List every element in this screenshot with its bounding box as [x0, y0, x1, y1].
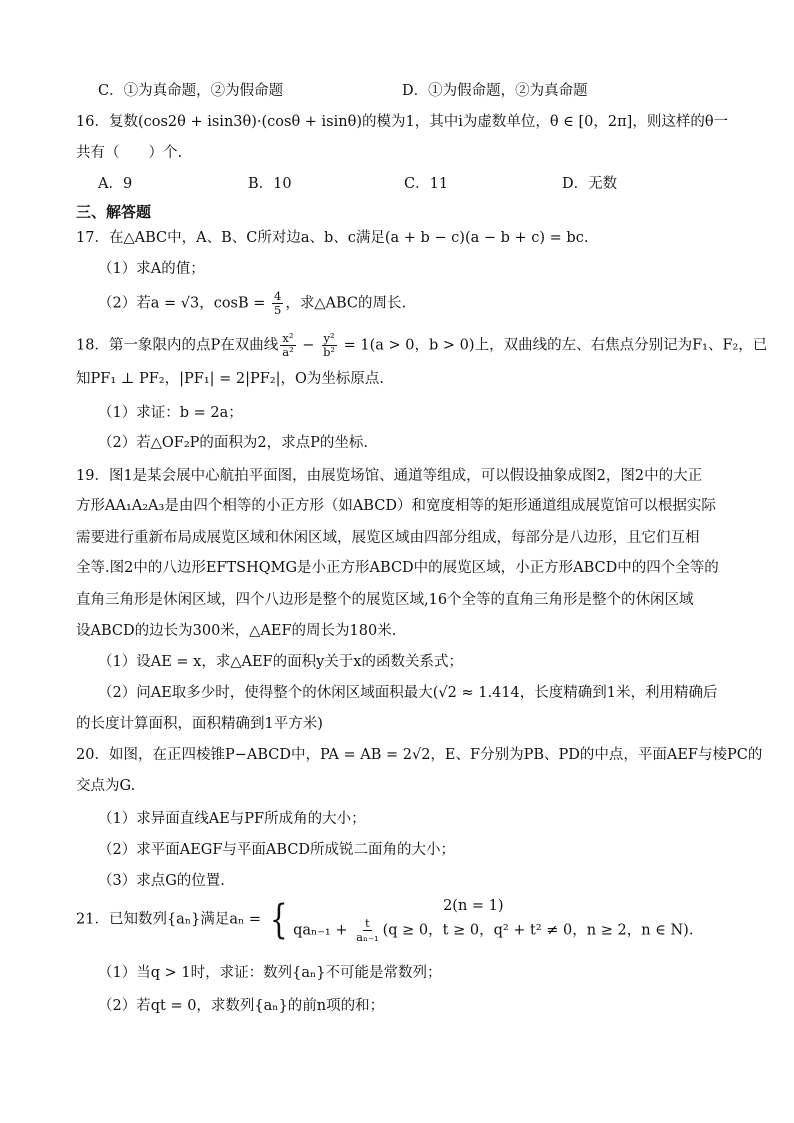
- q18-stem-line1: 18．第一象限内的点P在双曲线 $\frac{\text{x²}}{\text{a²}}$ − $\frac{\text{y²}}{\text{b²}}$ = 1(a > 0，b > 0)上，双曲线的左、右焦点分别记为F₁、F₂，已: [76, 331, 768, 359]
- q18-stem-line2: 知PF₁ ⊥ PF₂，|PF₁| = 2|PF₂|，O为坐标原点.: [76, 371, 385, 387]
- q21-piecewise: [266, 895, 694, 944]
- q21-part1: （1）当q > 1时，求证：数列{aₙ}不可能是常数列；: [98, 965, 442, 981]
- q19-line2: 方形AA₁A₂A₃是由四个相等的小正方形（如ABCD）和宽度相等的矩形通道组成展览馆可以根据实际: [76, 498, 716, 514]
- q19-part2-line1: （2）问AE取多少时，使得整个的休闲区域面积最大(√2 ≈ 1.414，长度精确到1米，利用精确后: [98, 685, 718, 701]
- q17-stem: 17．在△ABC中，A、B、C所对边a、b、c满足(a + b − c)(a − b + c) = bc.: [76, 230, 589, 246]
- left-brace-icon: {: [269, 896, 288, 943]
- section-title: 三、解答题: [76, 203, 152, 221]
- q15-option-c: C．①为真命题，②为假命题: [98, 83, 284, 99]
- q18-post: = 1(a > 0，b > 0)上，双曲线的左、右焦点分别记为F₁、F₂，已: [339, 337, 768, 354]
- q18-pre: 18．第一象限内的点P在双曲线: [76, 337, 279, 354]
- q18-part2: （2）若△OF₂P的面积为2，求点P的坐标.: [98, 435, 368, 451]
- q17-part2-post: ，求△ABC的周长.: [285, 295, 407, 312]
- q18-fraction-x: $\frac{\text{x²}}{\text{a²}}$: [282, 331, 294, 359]
- q20-part3: （3）求点G的位置.: [98, 873, 225, 889]
- q19-line5: 直角三角形是休闲区域，四个八边形是整个的展览区域,16个全等的直角三角形是整个的休闲区域: [76, 592, 694, 608]
- q21-case2: qaₙ₋₁ + $\frac{t}{\text{aₙ₋₁}}$ (q ≥ 0，t ≥ 0，q² + t² ≠ 0，n ≥ 2，n ∈ N).: [293, 916, 694, 944]
- q16-option-a: A．9: [98, 176, 133, 192]
- q19-line3: 需要进行重新布局成展览区域和休闲区域，展览区域由四部分组成，每部分是八边形，且它们互相: [76, 530, 700, 546]
- q21-stem: [76, 895, 693, 944]
- q16-option-d: D．无数: [562, 176, 618, 192]
- q15-option-d: D．①为假命题，②为真命题: [402, 83, 588, 99]
- q19-line1: 19．图1是某会展中心航拍平面图，由展览场馆、通道等组成，可以假设抽象成图2，图2中的大正: [76, 468, 703, 484]
- q20-stem-line2: 交点为G.: [76, 778, 136, 794]
- q16-stem-line2: 共有（ ）个.: [76, 145, 183, 161]
- q20-part2: （2）求平面AEGF与平面ABCD所成锐二面角的大小；: [98, 842, 456, 858]
- q21-part2: （2）若qt = 0，求数列{aₙ}的前n项的和；: [98, 998, 385, 1014]
- q19-line6: 设ABCD的边长为300米，△AEF的周长为180米.: [76, 623, 397, 639]
- q18-part1: （1）求证：b = 2a；: [98, 405, 243, 421]
- q17-part1: （1）求A的值；: [98, 261, 205, 277]
- q16-option-b: B．10: [248, 176, 292, 192]
- q20-stem-line1: 20．如图，在正四棱锥P−ABCD中，PA = AB = 2√2，E、F分别为PB、PD的中点，平面AEF与棱PC的: [76, 747, 763, 763]
- q21-pre: 21．已知数列{aₙ}满足aₙ =: [76, 911, 266, 928]
- q21-case1: 2(n = 1): [443, 898, 504, 914]
- q17-part2-pre: （2）若a = √3，cosB =: [98, 295, 271, 312]
- q16-stem-line1: 16．复数(cos2θ + isin3θ)·(cosθ + isinθ)的模为1，其中i为虚数单位，θ ∈ [0，2π]，则这样的θ一: [76, 114, 729, 130]
- q19-part1: （1）设AE = x，求△AEF的面积y关于x的函数关系式；: [98, 654, 463, 670]
- q17-fraction: $\frac{4}{5}$: [274, 289, 282, 317]
- q20-part1: （1）求异面直线AE与PF所成角的大小；: [98, 811, 366, 827]
- q19-line4: 全等.图2中的八边形EFTSHQMG是小正方形ABCD中的展览区域，小正方形ABCD中的四个全等的: [76, 560, 719, 576]
- q17-part2: [98, 290, 406, 317]
- q18-fraction-y: $\frac{\text{y²}}{\text{b²}}$: [323, 331, 336, 359]
- q16-option-c: C．11: [404, 176, 449, 192]
- q19-part2-line2: 的长度计算面积，面积精确到1平方米): [76, 716, 323, 732]
